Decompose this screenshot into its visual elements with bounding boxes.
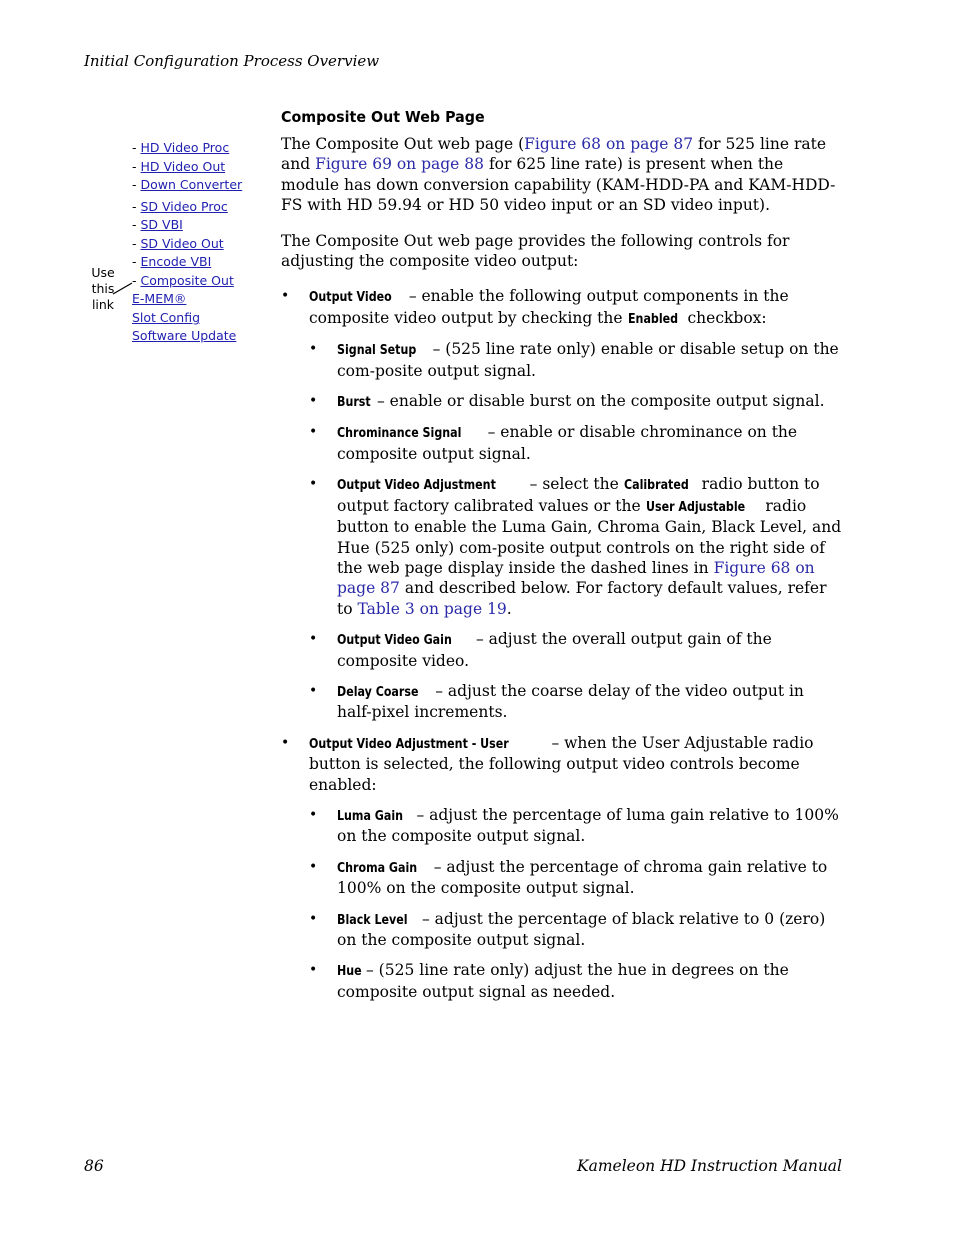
nav-dash: - (132, 159, 137, 174)
callout-line-3: link (91, 297, 115, 312)
list-item-luma-gain (309, 805, 843, 847)
list-item-hue (309, 960, 843, 1002)
item-desc: – (525 line rate only) adjust the hue in degrees on the composite output signal as needed. (337, 961, 789, 1001)
bullet: • (309, 631, 318, 648)
item-desc: – adjust the percentage of luma gain relative to 100% on the composite output signal. (337, 805, 839, 846)
nav-dash: - (132, 199, 137, 214)
bullet: • (281, 288, 290, 305)
callout-line-2: this (91, 281, 115, 296)
nav-item-down-converter (132, 177, 242, 192)
controls-list (281, 286, 843, 1002)
figure-68-link[interactable]: Figure 68 on page 87 (524, 135, 694, 153)
keyword: Output Video Gain (337, 632, 452, 649)
callout-pointer-line (112, 280, 134, 296)
item-text (337, 629, 843, 671)
item-text (337, 339, 843, 381)
nav-item-encode-vbi (132, 254, 211, 269)
item-text (337, 857, 843, 899)
bullet: • (309, 424, 318, 441)
item-desc: and described below. For factory default values, refer to (337, 579, 827, 618)
item-text (337, 681, 843, 723)
nav-link-software-update[interactable]: Software Update (132, 328, 237, 343)
list-item-burst (309, 391, 843, 412)
item-desc: – when the User Adjustable radio button is selected, the following output video controls become enabled: (309, 733, 814, 794)
table-3-link[interactable]: Table 3 on page 19 (357, 599, 507, 618)
keyword: Signal Setup (337, 342, 417, 359)
item-desc: – adjust the percentage of chroma gain relative to 100% on the composite output signal. (337, 857, 828, 898)
list-item-output-video-gain (309, 629, 843, 671)
section-heading: Composite Out Web Page (281, 108, 485, 126)
nav-dash: - (132, 236, 137, 251)
nav-item-hd-video-proc (132, 140, 229, 155)
item-text (337, 909, 843, 951)
nav-link-sd-vbi[interactable]: SD VBI (140, 217, 183, 232)
nav-dash: - (132, 273, 137, 288)
nav-item-sd-vbi (132, 217, 183, 232)
keyword: Enabled (627, 310, 678, 327)
list-item-output-video-adjustment-user (281, 733, 843, 1002)
bullet: • (309, 682, 318, 699)
list-item-output-video (281, 286, 843, 722)
item-desc: checkbox: (682, 308, 767, 327)
nav-link-hd-video-proc[interactable]: HD Video Proc (140, 140, 230, 155)
nav-link-slot-config[interactable]: Slot Config (132, 310, 201, 325)
item-desc: radio button to enable the Luma Gain, Chroma Gain, Black Level, and Hue (525 only) com-posite output controls on the right side of the web page display inside the dashed lines in (337, 496, 842, 577)
keyword: Burst (337, 394, 371, 411)
keyword: Black Level (337, 911, 408, 928)
item-desc: . (506, 599, 512, 618)
nav-item-slot-config (132, 310, 200, 325)
nav-item-e-mem (132, 291, 186, 306)
intro-paragraph-2: The Composite Out web page provides the following controls for adjusting the composite video output: (281, 231, 790, 271)
item-text (337, 960, 843, 1002)
nav-link-encode-vbi[interactable]: Encode VBI (140, 254, 212, 269)
nav-dash: - (132, 217, 137, 232)
list-item-chroma-gain (309, 857, 843, 899)
manual-title: Kameleon HD Instruction Manual (577, 1157, 842, 1175)
page-number: 86 (84, 1157, 104, 1175)
bullet: • (309, 910, 318, 927)
item-desc: – adjust the percentage of black relative to 0 (zero) on the composite output signal. (337, 909, 826, 949)
nav-link-sd-video-out[interactable]: SD Video Out (140, 236, 224, 251)
bullet: • (281, 734, 290, 751)
nav-link-hd-video-out[interactable]: HD Video Out (140, 159, 226, 174)
item-text (337, 422, 843, 464)
bullet: • (309, 858, 318, 875)
intro-paragraph-1 (281, 134, 843, 216)
item-desc: – (525 line rate only) enable or disable setup on the com-posite output signal. (337, 340, 839, 380)
intro-text: for 625 line rate) is present when the module has down conversion capability (KAM-HDD-PA and KAM-HDD-FS with HD 59.94 or HD 50 video input or an SD video input). (281, 155, 836, 215)
nav-item-composite-out (132, 273, 234, 288)
item-desc: – adjust the overall output gain of the composite video. (337, 630, 772, 670)
bullet: • (309, 341, 318, 358)
keyword: Chrominance Signal (337, 425, 462, 442)
nav-link-e-mem[interactable]: E-MEM® (132, 291, 187, 306)
keyword: Output Video (309, 289, 392, 306)
item-text (337, 805, 843, 847)
list-item-signal-setup (309, 339, 843, 381)
main-content (281, 108, 843, 1012)
nav-item-sd-video-out (132, 236, 224, 251)
intro-text: for 525 line rate and (281, 135, 827, 174)
figure-69-link[interactable]: Figure 69 on page 88 (315, 155, 485, 174)
item-text (337, 391, 843, 412)
nav-dash: - (132, 254, 137, 269)
nav-link-down-converter[interactable]: Down Converter (140, 177, 243, 192)
list-item-chrominance-signal (309, 422, 843, 464)
bullet: • (309, 806, 318, 823)
nav-link-sd-video-proc[interactable]: SD Video Proc (140, 199, 228, 214)
keyword: Delay Coarse (337, 683, 419, 700)
item-desc: radio button to output factory calibrated values or the (337, 475, 820, 515)
callout-line-1: Use (91, 265, 115, 280)
item-desc: – enable the following output components in the composite video output by checking the (309, 287, 789, 327)
user-adjustment-sublist (309, 805, 843, 1002)
item-text (309, 733, 843, 795)
item-desc: – adjust the coarse delay of the video output in half-pixel increments. (337, 681, 804, 722)
item-text (309, 286, 843, 329)
running-header: Initial Configuration Process Overview (84, 52, 380, 70)
bullet: • (309, 393, 318, 410)
nav-dash: - (132, 177, 137, 192)
bullet: • (309, 476, 318, 493)
nav-item-sd-video-proc (132, 199, 228, 214)
nav-link-composite-out[interactable]: Composite Out (140, 273, 234, 288)
list-item-output-video-adjustment (309, 474, 843, 619)
item-text (337, 474, 843, 619)
keyword: Output Video Adjustment - User (309, 735, 509, 752)
bullet: • (309, 962, 318, 979)
keyword: Luma Gain (337, 807, 404, 824)
item-desc: – enable or disable chrominance on the composite output signal. (337, 423, 798, 463)
keyword: Calibrated (623, 477, 689, 494)
output-video-sublist (309, 339, 843, 723)
nav-dash: - (132, 140, 137, 155)
list-item-delay-coarse (309, 681, 843, 723)
keyword: Hue (337, 963, 362, 980)
figure-68-link[interactable]: Figure 68 on page 87 (337, 558, 815, 598)
keyword: Output Video Adjustment (337, 477, 496, 494)
nav-item-software-update (132, 328, 236, 343)
item-desc: – enable or disable burst on the composite output signal. (372, 392, 825, 411)
keyword: Chroma Gain (337, 859, 418, 876)
nav-item-hd-video-out (132, 159, 225, 174)
list-item-black-level (309, 909, 843, 951)
item-desc: – select the (524, 475, 624, 494)
intro-text: The Composite Out web page ( (281, 135, 525, 153)
keyword: User Adjustable (645, 498, 745, 515)
